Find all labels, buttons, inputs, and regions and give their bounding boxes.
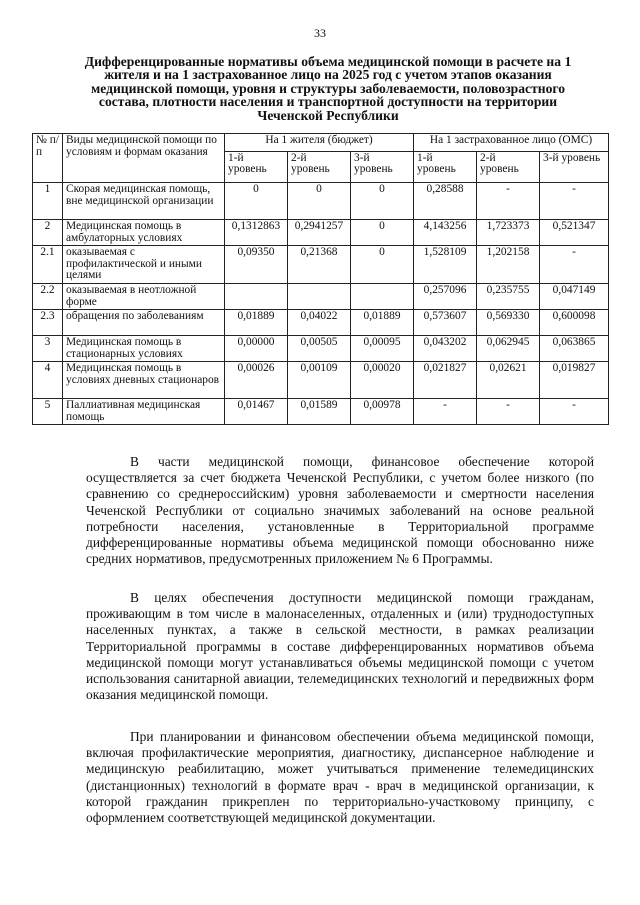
- cell-value: 4,143256: [414, 220, 477, 246]
- table-row: [33, 399, 609, 425]
- paragraph: В целях обеспечения доступности медицинской помощи гражданам, проживающим в том числе в малонаселенных, отдаленных и (или) труднодоступных населенных пунктах, а также в сельской местности, в рамках реализации Территориальной программы в составе дифференцированных нормативов объема медицинской помощи могут устанавливаться объемы медицинской помощи с учетом использования санитарной авиации, телемедицинских технологий и передвижных форм оказания медицинской помощи.: [86, 590, 594, 703]
- cell-value: -: [540, 246, 609, 284]
- row-name: Медицинская помощь в амбулаторных условиях: [63, 220, 225, 246]
- row-name: оказываемая с профилактической и иными целями: [63, 246, 225, 284]
- cell-value: 0,235755: [477, 284, 540, 310]
- row-num: 2.2: [33, 284, 63, 310]
- cell-value: 1,202158: [477, 246, 540, 284]
- table-row: [33, 284, 609, 310]
- header-types: Виды медицинской помощи по условиям и формам оказания: [63, 134, 225, 183]
- cell-value: -: [540, 399, 609, 425]
- level-header: 2-й уровень: [288, 151, 351, 182]
- paragraph: В части медицинской помощи, финансовое обеспечение которой осуществляется за счет бюджета Чеченской Республики, с учетом более низкого (по сравнению со среднероссийским) уровня заболеваемости и смертности населения Чеченской Республики от социально значимых заболеваний на основе реальной потребности населения, установленные в Территориальной программе дифференцированные нормативы объема медицинской помощи обоснованно ниже средних нормативов, предусмотренных приложением № 6 Программы.: [86, 454, 594, 567]
- cell-value: 0,00109: [288, 362, 351, 399]
- level-header: 1-й уровень: [414, 151, 477, 182]
- cell-value: 0,28588: [414, 183, 477, 220]
- row-num: 4: [33, 362, 63, 399]
- cell-value: 0,00026: [225, 362, 288, 399]
- cell-value: 0: [351, 183, 414, 220]
- row-name: Медицинская помощь в условиях дневных стационаров: [63, 362, 225, 399]
- cell-value: 1,723373: [477, 220, 540, 246]
- table-row: [33, 183, 609, 220]
- cell-value: -: [414, 399, 477, 425]
- document-title: Дифференцированные нормативы объема медицинской помощи в расчете на 1 жителя и на 1 застрахованное лицо на 2025 год с учетом этапов оказания медицинской помощи, уровня и структуры заболеваемости, половозрастного состава, плотности населения и транспортной доступности на территории Чеченской Республики: [84, 54, 572, 123]
- cell-value: 0,00095: [351, 336, 414, 362]
- cell-value: 0,573607: [414, 310, 477, 336]
- cell-value: 0,21368: [288, 246, 351, 284]
- table-row: [33, 362, 609, 399]
- cell-value: 0,09350: [225, 246, 288, 284]
- cell-value: 0: [351, 220, 414, 246]
- level-header: 3-й уровень: [351, 151, 414, 182]
- row-num: 3: [33, 336, 63, 362]
- cell-value: 0: [288, 183, 351, 220]
- table-row: [33, 246, 609, 284]
- table-header-row: [33, 134, 609, 152]
- cell-value: 0,600098: [540, 310, 609, 336]
- level-header: 2-й уровень: [477, 151, 540, 182]
- cell-value: 0,063865: [540, 336, 609, 362]
- cell-value: 0,00000: [225, 336, 288, 362]
- cell-value: -: [477, 183, 540, 220]
- row-num: 5: [33, 399, 63, 425]
- row-name: оказываемая в неотложной форме: [63, 284, 225, 310]
- table-row: [33, 310, 609, 336]
- cell-value: 0,02621: [477, 362, 540, 399]
- cell-value: 0,1312863: [225, 220, 288, 246]
- cell-value: 0,00978: [351, 399, 414, 425]
- cell-value: 1,528109: [414, 246, 477, 284]
- cell-value: 0,062945: [477, 336, 540, 362]
- cell-value: [351, 284, 414, 310]
- cell-value: 0,047149: [540, 284, 609, 310]
- cell-value: 0,019827: [540, 362, 609, 399]
- cell-value: 0,01589: [288, 399, 351, 425]
- cell-value: -: [540, 183, 609, 220]
- norms-table: [32, 133, 609, 425]
- cell-value: 0,2941257: [288, 220, 351, 246]
- cell-value: [225, 284, 288, 310]
- row-name: Медицинская помощь в стационарных условиях: [63, 336, 225, 362]
- header-oms: На 1 застрахованное лицо (ОМС): [414, 134, 609, 152]
- row-name: обращения по заболеваниям: [63, 310, 225, 336]
- cell-value: 0,01467: [225, 399, 288, 425]
- cell-value: 0,01889: [225, 310, 288, 336]
- cell-value: 0: [225, 183, 288, 220]
- cell-value: 0,257096: [414, 284, 477, 310]
- table-row: [33, 220, 609, 246]
- header-num: № п/ п: [33, 134, 63, 183]
- table-row: [33, 336, 609, 362]
- cell-value: [288, 284, 351, 310]
- row-num: 2.1: [33, 246, 63, 284]
- level-header: 1-й уровень: [225, 151, 288, 182]
- level-header: 3-й уровень: [540, 151, 609, 182]
- page-number: 33: [314, 26, 326, 40]
- cell-value: 0: [351, 246, 414, 284]
- header-budget: На 1 жителя (бюджет): [225, 134, 414, 152]
- cell-value: 0,04022: [288, 310, 351, 336]
- cell-value: 0,01889: [351, 310, 414, 336]
- cell-value: 0,043202: [414, 336, 477, 362]
- cell-value: 0,00020: [351, 362, 414, 399]
- row-num: 2.3: [33, 310, 63, 336]
- paragraph: При планировании и финансовом обеспечении объема медицинской помощи, включая профилактические мероприятия, диагностику, диспансерное наблюдение и медицинскую реабилитацию, может учитываться применение телемедицинских (дистанционных) технологий в формате врач - врач в медицинской организации, к которой гражданин прикреплен по территориально-участковому принципу, с оформлением соответствующей медицинской документации.: [86, 729, 594, 826]
- cell-value: -: [477, 399, 540, 425]
- cell-value: 0,021827: [414, 362, 477, 399]
- cell-value: 0,521347: [540, 220, 609, 246]
- row-name: Скорая медицинская помощь, вне медицинской организации: [63, 183, 225, 220]
- row-num: 2: [33, 220, 63, 246]
- row-num: 1: [33, 183, 63, 220]
- row-name: Паллиативная медицинская помощь: [63, 399, 225, 425]
- cell-value: 0,569330: [477, 310, 540, 336]
- cell-value: 0,00505: [288, 336, 351, 362]
